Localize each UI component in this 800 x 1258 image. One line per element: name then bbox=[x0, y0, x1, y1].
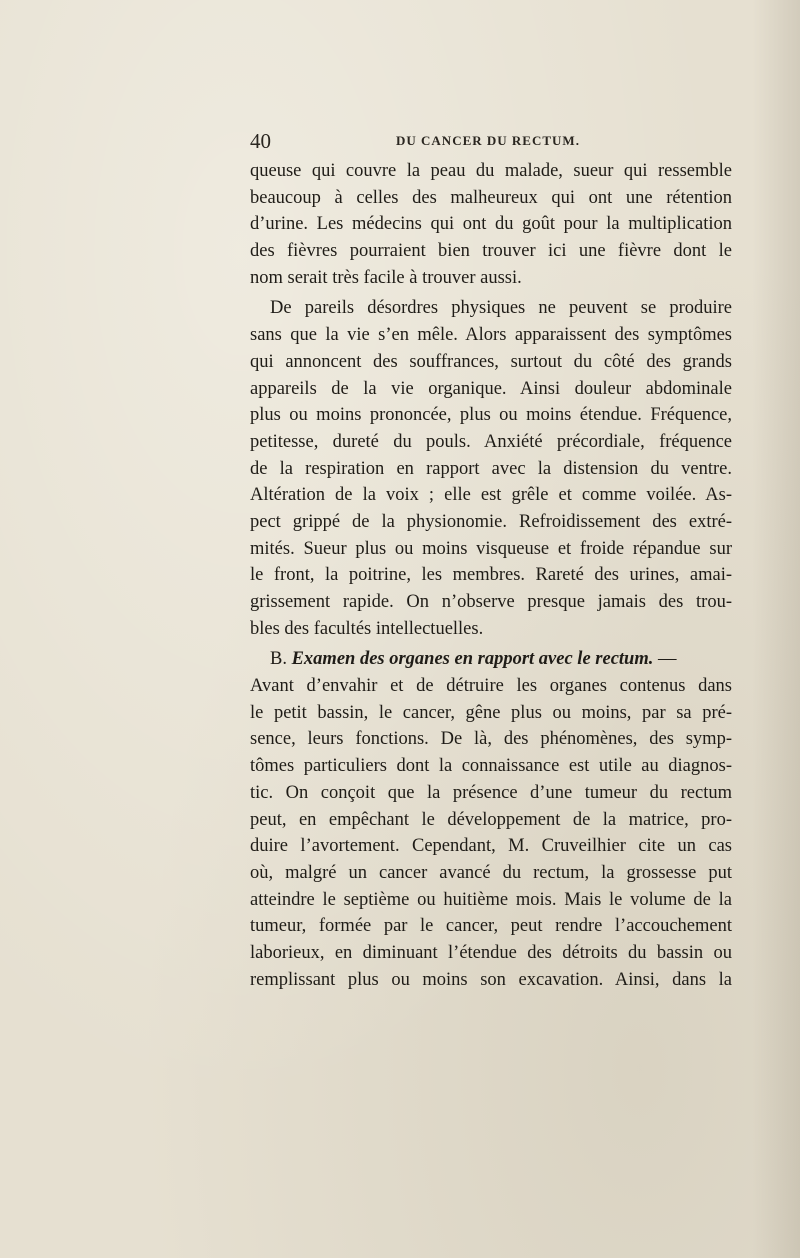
text-line: des fièvres pourraient bien trouver ici une fièvre dont le bbox=[250, 241, 732, 262]
paragraph-1 bbox=[250, 158, 732, 291]
text-line: Avant d’envahir et de détruire les organes contenus dans bbox=[250, 676, 732, 697]
text-line: tic. On conçoit que la présence d’une tumeur du rectum bbox=[250, 782, 732, 803]
text-line: sans que la vie s’en mêle. Alors apparaissent des symptômes bbox=[250, 325, 732, 346]
text-line: d’urine. Les médecins qui ont du goût pour la multiplication bbox=[250, 214, 732, 235]
text-line: De pareils désordres physiques ne peuvent se produire bbox=[270, 298, 732, 319]
text-line: pect grippé de la physionomie. Refroidissement des extré- bbox=[250, 511, 732, 532]
text-line: tumeur, formée par le cancer, peut rendre l’accouchement bbox=[250, 916, 732, 937]
text-line: mités. Sueur plus ou moins visqueuse et froide répandue sur bbox=[250, 538, 732, 559]
text-line: Altération de la voix ; elle est grêle et comme voilée. As- bbox=[250, 485, 732, 506]
body-text bbox=[250, 158, 732, 993]
text-line: remplissant plus ou moins son excavation. Ainsi, dans la bbox=[250, 969, 732, 990]
section-title: Examen des organes en rapport avec le rectum. bbox=[291, 649, 654, 670]
text-line: peut, en empêchant le développement de la matrice, pro- bbox=[250, 809, 732, 830]
text-line: plus ou moins prononcée, plus ou moins étendue. Fréquence, bbox=[250, 405, 732, 426]
running-head bbox=[250, 128, 732, 154]
section-heading-line bbox=[250, 646, 732, 673]
text-line: sence, leurs fonctions. De là, des phénomènes, des symp- bbox=[250, 729, 732, 750]
text-line: petitesse, dureté du pouls. Anxiété précordiale, fréquence bbox=[250, 431, 732, 452]
text-line: laborieux, en diminuant l’étendue des détroits du bassin ou bbox=[250, 942, 732, 963]
running-title: DU CANCER DU RECTUM. bbox=[396, 133, 580, 148]
text-line: nom serait très facile à trouver aussi. bbox=[250, 267, 522, 288]
text-line: tômes particuliers dont la connaissance est utile au diagnos- bbox=[250, 756, 732, 777]
text-line: bles des facultés intellectuelles. bbox=[250, 618, 484, 639]
text-line: de la respiration en rapport avec la distension du ventre. bbox=[250, 458, 732, 479]
section-dash: — bbox=[657, 649, 677, 670]
paragraph-2 bbox=[250, 295, 732, 642]
text-line: beaucoup à celles des malheureux qui ont une rétention bbox=[250, 187, 732, 208]
text-line: grissement rapide. On n’observe presque jamais des trou- bbox=[250, 592, 732, 612]
text-line: queuse qui couvre la peau du malade, sueur qui ressemble bbox=[250, 161, 732, 181]
text-line: atteindre le septième ou huitième mois. Mais le volume de la bbox=[250, 889, 732, 910]
text-line: qui annoncent des souffrances, surtout du côté des grands bbox=[250, 351, 732, 372]
text-line: le petit bassin, le cancer, gêne plus ou moins, par sa pré- bbox=[250, 702, 732, 723]
text-line: duire l’avortement. Cependant, M. Cruveilhier cite un cas bbox=[250, 836, 732, 857]
page-number: 40 bbox=[250, 129, 271, 153]
text-line: appareils de la vie organique. Ainsi douleur abdominale bbox=[250, 378, 732, 399]
text-line: où, malgré un cancer avancé du rectum, la grossesse put bbox=[250, 862, 732, 883]
section-letter: B. bbox=[270, 649, 287, 670]
text-line: le front, la poitrine, les membres. Rareté des urines, amai- bbox=[250, 565, 732, 586]
paragraph-3 bbox=[250, 646, 732, 993]
